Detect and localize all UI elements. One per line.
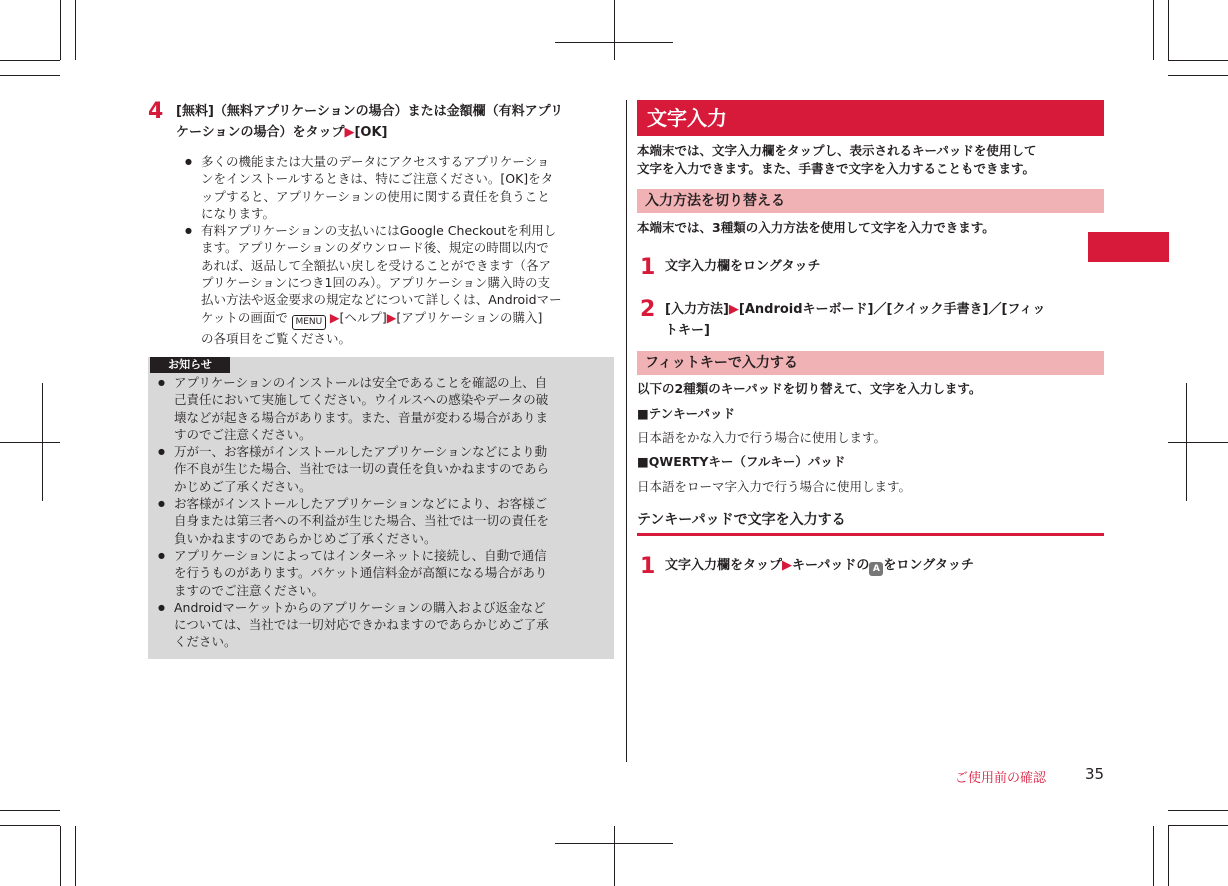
step-text: をロングタッチ <box>883 558 974 573</box>
bullet-list <box>175 153 615 347</box>
step-number: 2 <box>640 297 656 322</box>
notice-list <box>150 374 612 651</box>
footer-section-name: ご使用前の確認 <box>955 771 1047 786</box>
arrow-icon: ▶ <box>344 125 355 140</box>
step-text: キーパッドの <box>792 558 870 573</box>
step-line <box>176 122 616 143</box>
step-instruction <box>665 555 974 576</box>
bullet-line: の各項目をご覧ください。 <box>201 330 352 346</box>
notice-line: ● アプリケーションのインストールは安全であることを確認の上、自 <box>174 375 548 390</box>
notice-line: を行うものがあります。パケット通信料金が高額になる場合があり <box>174 565 548 581</box>
step-text: 文字入力欄をタップ <box>665 558 783 573</box>
help-label: [ヘルプ] <box>339 309 387 325</box>
step-line <box>665 299 1105 320</box>
notice-line: 壊などが起きる場合があります。また、音量が変わる場合がありま <box>174 409 549 425</box>
step-instruction <box>665 299 1105 341</box>
item-title: ■テンキーパッド <box>637 406 736 421</box>
arrow-icon: ▶ <box>728 302 739 317</box>
page-number: 35 <box>1085 765 1105 783</box>
bullet-line <box>201 309 615 330</box>
bullet-line: ● 多くの機能または大量のデータにアクセスするアプリケーショ <box>201 154 550 169</box>
step-number: 1 <box>640 255 656 280</box>
bullet-item <box>175 153 615 222</box>
notice-item <box>150 547 612 599</box>
step-number: 4 <box>148 99 164 124</box>
step-instruction: 文字入力欄をロングタッチ <box>665 259 821 274</box>
notice-item <box>150 374 612 443</box>
section-desc: 本端末では、3種類の入力方法を使用して文字を入力できます。 <box>637 220 995 235</box>
arrow-icon: ▶ <box>329 309 340 325</box>
step-line: トキー] <box>665 323 710 338</box>
notice-item <box>150 599 612 651</box>
notice-line: 己責任において実施してください。ウイルスへの感染やデータの破 <box>174 392 549 408</box>
notice-line: ● アプリケーションによってはインターネットに接続し、自動で通信 <box>174 547 547 563</box>
column-divider <box>626 100 627 762</box>
notice-item <box>150 443 612 495</box>
ok-label: [OK] <box>354 125 388 140</box>
step-number: 1 <box>640 554 656 579</box>
menu-key-icon: MENU <box>292 315 326 330</box>
step-instruction <box>176 101 616 143</box>
step-line: [無料]（無料アプリケーションの場合）または金額欄（有料アプリ <box>176 104 564 119</box>
notice-label: お知らせ <box>150 357 230 373</box>
notice-line: ください。 <box>174 634 237 650</box>
bullet-line: ます。アプリケーションのダウンロード後、規定の時間以内で <box>201 240 549 256</box>
bullet-text: ケットの画面で <box>201 309 288 325</box>
step-text: ケーションの場合）をタップ <box>176 125 345 140</box>
bullet-line: あれば、返品して全額払い戻しを受けることができます（各ア <box>201 257 552 273</box>
heading-underline <box>637 533 1104 536</box>
notice-line: ますのでご注意ください。 <box>174 582 325 598</box>
purchase-label: [アプリケーションの購入] <box>396 309 543 325</box>
intro-text <box>637 142 1107 178</box>
bullet-line: ップすると、アプリケーションの使用に関する責任を負うこと <box>201 188 550 204</box>
step-text: [Androidキーボード]／[クイック手書き]／[フィッ <box>738 302 1046 317</box>
input-mode-key-icon: A <box>869 562 883 576</box>
bullet-line: ンをインストールするときは、特にご注意ください。[OK]をタ <box>201 171 554 187</box>
page-title: 文字入力 <box>637 100 1104 136</box>
notice-line: 自身または第三者への不利益が生じた場合、当社では一切の責任を <box>174 513 550 529</box>
item-desc: 日本語をかな入力で行う場合に使用します。 <box>637 430 887 445</box>
intro-line: 文字を入力できます。また、手書きで文字を入力することもできます。 <box>637 161 1036 176</box>
notice-item <box>150 495 612 547</box>
notice-line: かじめご了承ください。 <box>174 478 312 494</box>
notice-line: すのでご注意ください。 <box>174 426 312 442</box>
notice-line: ● 万が一、お客様がインストールしたアプリケーションなどにより動 <box>174 444 548 460</box>
item-title: ■QWERTYキー（フルキー）パッド <box>637 454 846 469</box>
intro-line: 本端末では、文字入力欄をタップし、表示されるキーパッドを使用して <box>637 143 1037 158</box>
notice-line: ● お客様がインストールしたアプリケーションなどにより、お客様ご <box>174 496 548 512</box>
section-desc: 以下の2種類のキーパッドを切り替えて、文字を入力します。 <box>637 381 982 396</box>
notice-line: 負いかねますのであらかじめご了承ください。 <box>174 530 437 546</box>
bullet-line: になります。 <box>201 205 276 221</box>
step-text: [入力方法] <box>665 302 729 317</box>
section-heading: フィットキーで入力する <box>637 351 1104 375</box>
section-heading: 入力方法を切り替える <box>637 189 1104 213</box>
subsection-heading: テンキーパッドで文字を入力する <box>637 512 846 528</box>
arrow-icon: ▶ <box>782 558 793 573</box>
bullet-line: プリケーションにつき1回のみ）。アプリケーション購入時の支 <box>201 275 550 291</box>
notice-line: については、当社では一切対応できかねますのであらかじめご了承 <box>174 617 549 633</box>
notice-line: 作不良が生じた場合、当社では一切の責任を負いかねますのであら <box>174 461 550 477</box>
bullet-line: 払い方法や返金要求の規定などについて詳しくは、Androidマー <box>201 292 562 308</box>
notice-line: ● Androidマーケットからのアプリケーションの購入および返金など <box>174 599 546 615</box>
bullet-line: ● 有料アプリケーションの支払いにはGoogle Checkoutを利用し <box>201 223 557 239</box>
arrow-icon: ▶ <box>386 309 397 325</box>
bullet-item <box>175 222 615 347</box>
item-desc: 日本語をローマ字入力で行う場合に使用します。 <box>637 479 912 494</box>
